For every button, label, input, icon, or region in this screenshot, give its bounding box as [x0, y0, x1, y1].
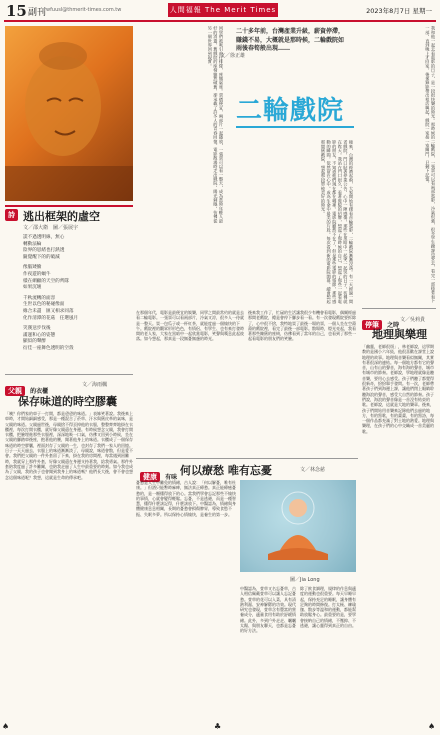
health-title: 何以療愁 唯有忘憂 — [180, 464, 272, 477]
club-icon: ♣ — [214, 722, 222, 731]
newspaper-logo: 人間福報 The Merit Times — [168, 3, 278, 17]
spade-icon: ♠ — [428, 722, 436, 731]
clothing-kicker: 父親 — [5, 386, 25, 396]
buddha-face-icon — [5, 26, 133, 201]
feature-body-col1: 同學們被吸引前往排隊，座無虛席。票價便宜，兩部片一起播放，一張票可以看一整天，成為當時年輕人最好的消遣，舊戲院的座椅雖然破舊，卻承載了許多人的青春回憶。電影散場時走出戲院，陽光刺眼，彷彿從另一個世界回到現實。 — [207, 26, 224, 223]
poem-stanza: 千秋流轉的面容 生世以色的秘碰像面 緣合未盡 匯又相求同落 化作清潭的花菇 任選風月 — [23, 295, 79, 321]
feature-body-col2: 我和他一起去看電影的日子，是一段很快樂的時光。那時候的二輪戲院，一張票可以看兩部電影，冷氣很強，很多學生蹺課也要去，看完一部接著看下一部，直到晚上才回家。後來錄影帶出租店興起，戲院一家接一家關門，只剩下記憶。 — [425, 26, 436, 303]
meditating-figure-icon — [240, 480, 356, 572]
spade-icon: ♠ — [2, 722, 10, 731]
header-rule — [4, 20, 436, 22]
poem-kicker: 詩 — [5, 209, 18, 221]
clothing-author: 文／海雨楓 — [82, 382, 108, 388]
music-kicker: 停筆 — [362, 320, 382, 330]
poem-stanza: 笑漢送步伐後 滿運和心的姿態 顯似的聲醉 衍佳一座舞色透明的空殼 — [23, 326, 74, 351]
section-name: 副刊 — [28, 8, 47, 18]
buddha-photo — [5, 26, 133, 201]
feature-title: 二輪戲院 — [236, 96, 345, 126]
health-kicker2: 有味 — [165, 474, 178, 481]
health-body-col2: 中醫認為，萱草又名忘憂草，古人相信佩戴萱草可以讓人忘記憂愁。萱草的花可以入菜，具有清熱利濕、安神解鬱的功效。現代研究也發現，萱草含有豐富的營養成分，適量食用有助於舒緩情緒。此外，多到戶外走走、曬曬太陽、與朋友聊天，也都是忘憂的好方法。 — [240, 586, 296, 634]
music-kicker2: 之時 — [387, 322, 400, 329]
health-body-col1: 憂愁是人生中難免的情緒，古人說：「何以解憂，唯有杜康。」但酒只能暫時麻痺，無法真正療愁。真正能療癒憂愁的，是一顆懂得放下的心。當我們學會忘記那些不愉快的事情，心就會變得輕鬆。忘憂，不是逃避，而是一種智慧，懂得什麼該記得，什麼該放下。中醫認為，情緒與身體健康息息相關，長期的憂愁會損傷脾胃，導致食慾不振、失眠多夢。所以保持心情愉快，是養生的第一步。 — [136, 480, 236, 517]
feature-lede: 二十多年前，台灣產業升級，薪資停滯，賺錢不易，大概就是那時候，二輪戲院如雨後春筍般出現…… — [236, 28, 345, 52]
section-email: rwfuusl@thmerit-times.com.tw — [44, 7, 122, 13]
page-header — [0, 0, 440, 22]
meditation-illustration — [240, 480, 356, 572]
poem-body — [23, 235, 131, 353]
issue-date: 2023年8月7日 星期一 — [366, 7, 432, 15]
poem-stanza: 謊不過透明線，無心 轉動法輪 陰界的思緒也打熱透 隨覺醒下的的破滅 — [23, 235, 65, 260]
health-image-caption: 圖／Jia Long — [290, 577, 320, 583]
poem-author: 文／邵大衛 圖／張展宇 — [23, 225, 79, 231]
clothing-body: 「咦？你們家的車子一打開，都是爸爸的味道。」表姊笑著說。我後來上車時，才開始細細感受，那是一種混合了菸草、汗水與舊皮革的氣味，是父親的味道。父親過世後，母親捨不得丟掉他的衣服，整整齊齊地掛在衣櫃裡，每次打開衣櫃，就好像父親還在身邊。有時候想念父親，我會打開衣櫃，把臉埋進那些衣服裡，深深地吸一口氣，彷彿又回到小時候，坐在父親的腳踏車後座，抱著他的腰，聞著他身上的味道。衣櫃成了一個保存味道的時空膠囊，裡面封存了父親的一生，也封存了我們一家人的回憶。日子一天天過去，衣服上的味道漸漸淡了，母親說，味道會散，但是愛不會。我們把父親的一件外套留了下來，掛在我的房間裡，每當遇到困難時，我就穿上那件外套，好像父親還在身邊支持著我，給我勇氣。那件外套陪我度過了許多難關，也陪我走過了人生中最重要的時刻。如今我也成為了父親，我的孩子也會聞到我身上的味道嗎？他們長大後，會不會也想念這個味道呢？我想，這就是生命的傳承吧。 — [5, 411, 133, 480]
music-body: 「幽靈，老師很煩」，林老師說，這學期教的是國小六年級，他很喜歡在課堂上說地理的故事。地理與音樂看似無關，其實有著很深的連結。每一個地方都有它的聲音，山有山的聲音，海有海的聲音，城市有城市的節奏。老師說，學地理就像是聽音樂，要用心去感受。孩子們聽了都覺得很新奇，紛紛舉手發問。有一次，老師帶著孩子們到海邊上課，讓他們閉上眼睛聆聽海浪的聲音，感受大自然的節奏。孩子們說，海浪的聲音像是一首沒有結束的歌。老師說，這就是大地的樂章。後來，孩子們開始用音樂來記錄他們去過的地方，有的寫歌，有的畫畫，有的寫詩，每一個作品都充滿了對土地的熱愛。地理與樂理，在孩子們的心中交織成一首美麗的歌。 — [362, 344, 434, 434]
feature-body-col4: 在那個年代，電影是最便宜的娛樂，同學之間最常約的就是去看二輪電影。一張票可以看兩部片，冷氣又涼，很多人一待就是一整天。買一包瓜子或一杯紅茶，就能度過一個愉快的下午。戲院裡的觀眾形形色色，有情侶、有學生、也有來打發時間的老人家，大家在黑暗中一起欣賞電影，笑聲與嘆息此起彼落。如今想起，那真是一段無憂無慮的時光。 — [136, 310, 244, 342]
poem-rule — [5, 205, 133, 207]
title-underline — [236, 126, 354, 128]
feature-body-col3: 後來，台灣的經濟起飛，大家開始有錢看首輪電影，二輪戲院漸漸沒落。有一天經過一間老戲院，門口貼著停業公告，心中一陣感傷，那些在黑暗中一起笑一起哭的日子，彷彿就在昨天。我站在門口很久，看著斑駁的招牌，想起了那時候的自己，想起了那些一起看電影的朋友，不知道他們現在都在哪裡。電影院雖然不在了，但是那些電影的情節，那些感動的瞬間，依然留在心中，成為生命中最美的片段。每次看到新的電影院開幕，總會想起那間舊戲院，想起那段單純美好的時光。 — [321, 140, 354, 304]
page-number: 15 — [6, 2, 27, 20]
poem-stanza: 像腦矮臉 作夜遊的蝸牛 樣在網顧的天空的齊隊 如果沉壞 — [23, 265, 69, 291]
poem-section — [5, 209, 133, 369]
clothing-title: 保存味道的時空膠囊 — [18, 395, 117, 408]
music-title: 地理與樂理 — [372, 328, 427, 341]
music-author: 文／吳莉貴 — [400, 317, 426, 323]
health-body-col3: 除了飲食調理，規律的作息與適度的運動也很重要。每天早睡早起，保持充足的睡眠，讓身體有足夠的時間修復。打太極、練瑜伽、散步等溫和的運動，都能幫助放鬆身心。最重要的是，要學會接納自己的情緒，不壓抑、不逃避，讓心靈得到真正的自由。 — [300, 586, 356, 629]
feature-body-col5: 後來我工作了，忙碌的生活讓我很少有機會看電影，偶爾經過那間老戲院，總是會停下腳步看一看。有一次發現戲院要拆除了，心中很不捨，我特地買了最後一場的票，一個人坐在空蕩蕩的戲院裡，看完了最後一部電影。散場時，燈光亮起，我看著那些陳舊的座椅，彷彿看到了當年的自己，也看到了那些一起看電影的朋友們的笑臉。 — [248, 310, 356, 342]
feature-author: 文／徐正雄 — [220, 53, 246, 59]
health-author: 文／林念慈 — [300, 467, 326, 473]
clothing-kicker2: 的衣櫃 — [30, 388, 49, 395]
poem-title: 逃出框架的虛空 — [23, 210, 100, 223]
health-kicker: 健康 — [140, 472, 160, 482]
